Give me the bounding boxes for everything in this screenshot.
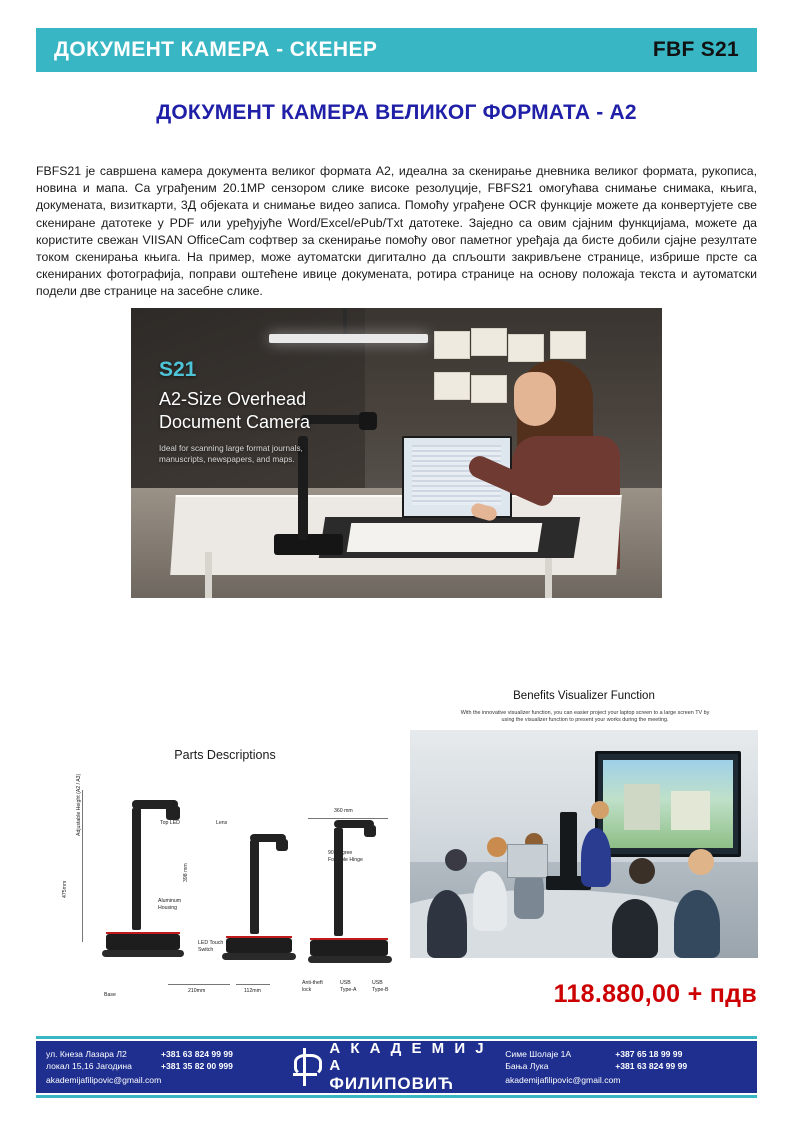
price-label: 118.880,00 + пдв — [553, 980, 757, 1008]
hero-product-photo — [131, 308, 662, 598]
device-view-folded-mid — [220, 830, 300, 970]
parts-label: Top LED — [160, 820, 180, 826]
hero-headline-line1: A2-Size Overhead — [159, 389, 307, 409]
hero-wall-note — [434, 331, 470, 359]
device-base — [106, 934, 180, 950]
parts-label: 398 mm — [183, 863, 189, 882]
tv-image-building-right — [671, 791, 710, 830]
hero-wall-note — [508, 334, 544, 362]
header-model-code: FBF S21 — [652, 38, 739, 61]
parts-label: Base — [104, 992, 116, 998]
tv-screen-content — [603, 760, 734, 848]
hero-caption — [159, 358, 334, 465]
device-camera-head — [166, 806, 180, 820]
hero-desk-leg — [545, 552, 552, 598]
footer-address-line2: локал 15,16 Јагодина — [46, 1061, 132, 1072]
hero-wall-note — [434, 372, 470, 400]
footer-email-left[interactable]: akademijafilipovic@gmail.com — [46, 1074, 162, 1085]
parts-title: Parts Descriptions — [174, 748, 276, 762]
footer-phone-2: +381 63 824 99 99 — [615, 1061, 688, 1072]
hero-lamp-arm — [343, 308, 347, 334]
device-view-extended — [100, 786, 190, 966]
footer-address-line1: ул. Кнеза Лазара Л2 — [46, 1049, 127, 1060]
parts-label: USB Type-B — [372, 980, 389, 993]
footer-top-divider — [36, 1036, 757, 1039]
footer-address-line2: Бања Лука — [505, 1061, 549, 1072]
footer-phone-1: +387 65 18 99 99 — [615, 1049, 683, 1060]
device-column — [334, 828, 343, 936]
device-red-accent — [106, 932, 180, 934]
parts-label: Adjustable Height (A2 / A3) — [76, 773, 82, 836]
device-base-shadow — [102, 950, 184, 957]
parts-diagram — [40, 772, 410, 1012]
parts-label: 475mm — [62, 880, 68, 898]
product-description: FBFS21 је савршена камера документа великог формата А2, идеална за скенирање дневника великог формата, рукописа, новина и мапа. Са уграђеним 20.1MP сензором слике високе резолуције, FBFS21 омогућава снимање снимака, књига, докумената, визиткарти, 3Д објеката и снимање видео записа. Помоћу уграђене OCR функције можете да конвертујете све скениране датотеке у PDF или уређујуће Word/Excel/ePub/Txt датотеке. Заједно са овим сјајним функцијама, можете да користите свежан VIISAN OfficeCam софтвер за скенирање помоћу овог паметног уређаја да бисте добили сјајне резултате током скенирања књига. На пример, може аутоматски дигитално да спљошти закривљене странице, избрише прсте са скенираних фотографија, поправи оштећене ивице докумената, ротира странице на основу положаја текста и аутоматски подели две странице на засебне слике. — [36, 164, 757, 299]
document-camera-device — [560, 812, 577, 880]
attendee-head — [688, 849, 714, 875]
parts-label: LED Touch Switch — [198, 940, 224, 953]
parts-label: 360 mm — [334, 808, 353, 814]
footer-phone-2: +381 35 82 00 999 — [161, 1061, 233, 1072]
parts-label: Aluminum Housing — [158, 898, 182, 911]
device-camera-head — [364, 825, 376, 837]
parts-label: 90 Degree Foldable Hinge — [328, 850, 363, 863]
emblem-vertical-bar — [303, 1048, 306, 1086]
hero-person-face — [514, 372, 556, 426]
hero-camera-head — [359, 412, 377, 430]
benefits-visualizer-figure — [410, 690, 758, 960]
hero-wall-note — [471, 375, 507, 403]
logo-line-2: ФИЛИПОВИЋ — [329, 1074, 455, 1093]
device-red-accent — [226, 936, 292, 938]
parts-label: 112mm — [244, 988, 261, 994]
footer-bar — [36, 1041, 757, 1093]
hero-subtitle: Ideal for scanning large format journals, manuscripts, newspapers, and maps. — [159, 444, 303, 464]
benefits-photo — [410, 730, 758, 958]
dimension-line-width — [308, 818, 388, 819]
hero-camera-base — [274, 534, 343, 554]
presentation-tv — [595, 751, 740, 857]
device-base-shadow — [222, 953, 296, 960]
hero-headline-line2: Document Camera — [159, 412, 311, 432]
hero-desk-leg — [205, 552, 212, 598]
footer-bottom-divider — [36, 1095, 757, 1098]
dimension-line-base-depth — [236, 984, 270, 985]
hero-scanned-document — [346, 523, 542, 552]
attendee-body — [612, 899, 658, 958]
parts-label: Lens — [216, 820, 228, 826]
footer-contact-right — [505, 1048, 747, 1086]
logo-line-1: А К А Д Е М И Ј А — [329, 1040, 487, 1074]
parts-label: Anti-theft lock — [302, 980, 323, 993]
attendee-head — [629, 858, 655, 884]
dimension-line-height — [82, 790, 83, 942]
device-column — [250, 840, 259, 934]
device-base — [226, 938, 292, 953]
benefits-subtitle: With the innovative visualizer function, you can easier project your laptop screen to a large screen TV by using the visualizer function to present your works during the meeting. — [460, 710, 710, 724]
page-title: ДОКУМЕНТ КАМЕРА ВЕЛИКОГ ФОРМАТА - А2 — [156, 101, 637, 124]
footer-address-line1: Симе Шолаје 1А — [505, 1049, 572, 1060]
parts-descriptions-figure — [40, 740, 410, 1015]
presenter-body — [581, 828, 611, 887]
footer-email-right[interactable]: akademijafilipovic@gmail.com — [505, 1074, 621, 1085]
device-camera-head — [276, 839, 288, 851]
header-bar — [36, 28, 757, 72]
hero-ceiling-lamp — [269, 334, 428, 343]
presenter-head — [591, 801, 609, 819]
device-base-shadow — [308, 956, 392, 963]
parts-label: 210mm — [188, 988, 206, 994]
device-view-ports — [308, 816, 400, 976]
tv-image-building-left — [624, 784, 661, 830]
hero-wall-note — [550, 331, 586, 359]
hero-wall-note — [471, 328, 507, 356]
academy-emblem-icon — [288, 1048, 322, 1086]
footer-phone-1: +381 63 824 99 99 — [161, 1049, 233, 1060]
attendee-body — [427, 890, 467, 958]
device-base — [310, 940, 388, 956]
attendee-body — [473, 871, 507, 930]
emblem-horizontal-bar — [293, 1073, 317, 1076]
attendee-body — [674, 890, 720, 958]
device-red-accent — [310, 938, 388, 940]
benefits-title: Benefits Visualizer Function — [513, 690, 655, 702]
dimension-line-base-width — [168, 984, 230, 985]
hero-badge: S21 — [159, 358, 197, 381]
footer-contact-left — [46, 1048, 288, 1086]
attendee-head — [445, 849, 467, 871]
attendee-head — [487, 837, 507, 857]
parts-label: USB Type-A — [340, 980, 357, 993]
header-title: ДОКУМЕНТ КАМЕРА - СКЕНЕР — [54, 38, 378, 61]
company-logo — [288, 1040, 505, 1094]
laptop — [507, 844, 547, 878]
device-column — [132, 808, 141, 930]
